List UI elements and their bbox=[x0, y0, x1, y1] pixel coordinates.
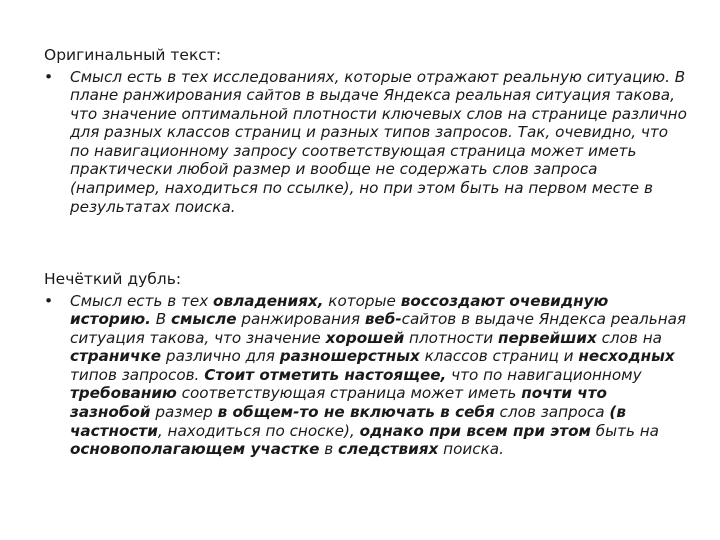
substituted-phrase: почти что зазнобой bbox=[70, 384, 607, 422]
fuzzy-duplicate-heading: Нечёткий дубль: bbox=[44, 270, 182, 288]
substituted-phrase: Стоит отметить настоящее, bbox=[204, 365, 447, 384]
substituted-phrase: первейших bbox=[497, 328, 597, 347]
bullet-icon: • bbox=[44, 291, 54, 310]
text-segment: плотности bbox=[404, 328, 498, 347]
text-segment: типов запросов. bbox=[70, 365, 205, 384]
substituted-phrase: однако при всем при этом bbox=[359, 421, 591, 440]
bullet-icon: • bbox=[44, 67, 54, 86]
text-segment: различно для bbox=[161, 347, 280, 366]
text-segment: слов на bbox=[596, 328, 662, 347]
original-text-section bbox=[44, 46, 694, 216]
text-segment: Смысл есть в тех bbox=[70, 291, 214, 310]
substituted-phrase: требованию bbox=[70, 384, 177, 403]
substituted-phrase: несходных bbox=[578, 347, 675, 366]
substituted-phrase: следствиях bbox=[338, 440, 439, 459]
substituted-phrase: овладениях, bbox=[213, 291, 324, 310]
text-segment: быть на bbox=[590, 421, 659, 440]
text-segment: , находиться по сноске), bbox=[157, 421, 360, 440]
original-text-paragraph: Смысл есть в тех исследованиях, которые отражают реальную ситуацию. В плане ранжирования сайтов в выдаче Яндекса реальная ситуация такова, что значение оптимальной плотности ключевых слов на странице различно для разных классов страниц и разных типов запросов. Так, очевидно, что по навигационному запросу соответствующая страница может иметь практически любой размер и вообще не содержать слов запроса (например, находиться по ссылке), но при этом быть на первом месте в результатах поиска. bbox=[70, 67, 687, 216]
original-text-item bbox=[44, 68, 694, 217]
substituted-phrase: хорошей bbox=[325, 328, 405, 347]
fuzzy-duplicate-item bbox=[44, 292, 694, 459]
text-segment: ранжирования bbox=[236, 310, 365, 329]
text-segment: соответствующая страница может иметь bbox=[176, 384, 522, 403]
text-segment: классов страниц и bbox=[419, 347, 579, 366]
substituted-phrase: смысле bbox=[171, 310, 237, 329]
text-segment: сайтов в выдаче Яндекса реальная ситуация такова, что значение bbox=[70, 310, 687, 347]
text-segment: поиска. bbox=[438, 440, 504, 459]
substituted-phrase: разношерстных bbox=[279, 347, 420, 366]
substituted-phrase: веб- bbox=[364, 310, 402, 329]
fuzzy-duplicate-paragraph bbox=[70, 292, 688, 459]
text-segment: в bbox=[319, 440, 339, 459]
text-segment: размер bbox=[150, 403, 218, 422]
substituted-phrase: воссоздают очевидную историю. bbox=[70, 291, 609, 329]
substituted-phrase: основополагающем участке bbox=[70, 440, 320, 459]
text-segment: В bbox=[150, 310, 172, 329]
original-text-heading: Оригинальный текст: bbox=[44, 46, 222, 64]
text-segment: которые bbox=[323, 291, 401, 310]
substituted-phrase: в общем-то не включать в себя bbox=[217, 403, 495, 422]
fuzzy-duplicate-section bbox=[44, 270, 694, 459]
text-segment: слов запроса bbox=[494, 403, 610, 422]
substituted-phrase: страничке bbox=[70, 347, 162, 366]
substituted-phrase: (в частности bbox=[70, 403, 626, 440]
text-segment: что по навигационному bbox=[446, 365, 642, 384]
